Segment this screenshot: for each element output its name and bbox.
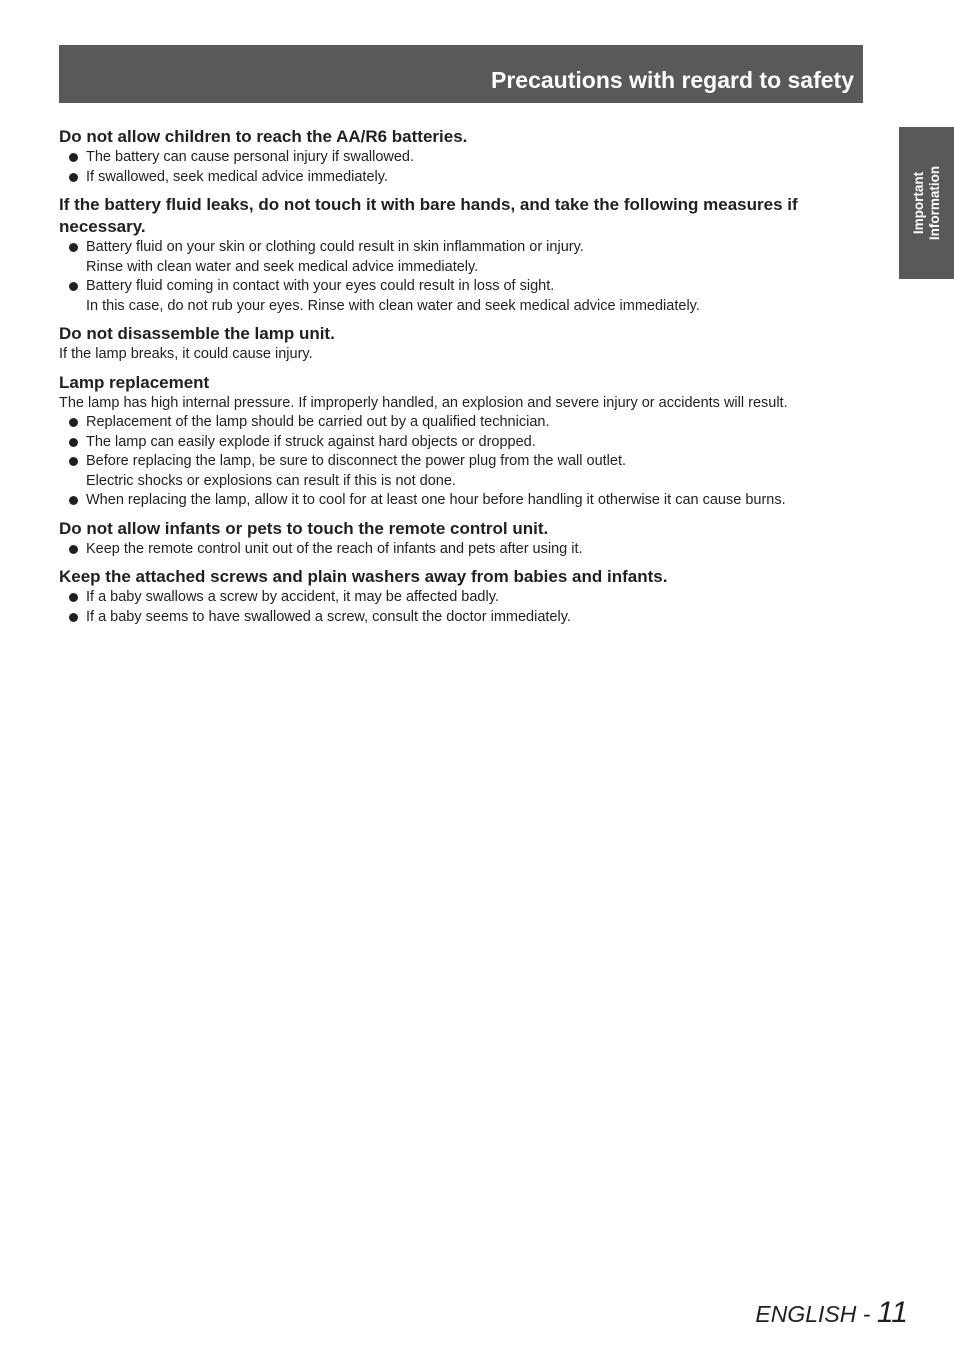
section	[59, 518, 865, 560]
bullet-text: The battery can cause personal injury if swallowed.	[86, 149, 415, 165]
section	[59, 194, 865, 316]
page-number: 11	[876, 1296, 908, 1329]
bullet-text: If a baby seems to have swallowed a screw, consult the doctor immediately.	[86, 608, 571, 625]
bullet-list	[59, 238, 865, 316]
section	[59, 126, 865, 187]
bullet-text: Electric shocks or explosions can result if this is not done.	[86, 472, 456, 489]
section-heading: Do not allow infants or pets to touch the remote control unit.	[59, 518, 549, 538]
bullet-text: Battery fluid coming in contact with your eyes could result in loss of sight.	[86, 278, 555, 294]
section-tab-important-information	[899, 127, 954, 279]
bullet-dot-icon	[69, 457, 78, 466]
bullet-item	[59, 608, 865, 628]
bullet-item	[59, 452, 865, 491]
section-text: If the lamp breaks, it could cause injury.	[59, 346, 313, 362]
bullet-dot-icon	[69, 593, 78, 602]
bullet-text: Before replacing the lamp, be sure to disconnect the power plug from the wall outlet.	[86, 453, 627, 469]
bullet-dot-icon	[69, 545, 78, 554]
bullet-text: Replacement of the lamp should be carried out by a qualified technician.	[86, 414, 550, 430]
bullet-text: Rinse with clean water and seek medical advice immediately.	[86, 258, 479, 275]
bullet-text: Keep the remote control unit out of the reach of infants and pets after using it.	[86, 540, 583, 557]
bullet-text: In this case, do not rub your eyes. Rinse with clean water and seek medical advice immediately.	[86, 297, 700, 314]
bullet-item	[59, 168, 865, 188]
bullet-dot-icon	[69, 173, 78, 182]
bullet-dot-icon	[69, 418, 78, 427]
document-body	[59, 126, 865, 634]
bullet-dot-icon	[69, 153, 78, 162]
section-heading: If the battery fluid leaks, do not touch it with bare hands, and take the following measures if necessary.	[59, 195, 798, 236]
bullet-text: The lamp can easily explode if struck against hard objects or dropped.	[86, 433, 536, 450]
bullet-text: If swallowed, seek medical advice immediately.	[86, 168, 388, 185]
section-heading: Lamp replacement	[59, 372, 210, 392]
section-tab-label-line2: Information	[926, 165, 942, 241]
section	[59, 566, 865, 627]
bullet-item	[59, 433, 865, 453]
bullet-item	[59, 238, 865, 277]
bullet-item	[59, 277, 865, 316]
bullet-item	[59, 491, 865, 511]
section-tab-label-line1: Important	[910, 171, 926, 235]
bullet-dot-icon	[69, 282, 78, 291]
section	[59, 323, 865, 365]
bullet-dot-icon	[69, 613, 78, 622]
section-tab-label	[911, 166, 943, 240]
page-footer	[755, 1296, 908, 1330]
bullet-item	[59, 413, 865, 433]
bullet-list	[59, 413, 865, 511]
bullet-text: Battery fluid on your skin or clothing could result in skin inflammation or injury.	[86, 239, 584, 255]
page-title: Precautions with regard to safety	[491, 67, 854, 93]
section-heading: Do not allow children to reach the AA/R6 batteries.	[59, 127, 468, 146]
section-heading: Do not disassemble the lamp unit.	[59, 324, 335, 343]
bullet-item	[59, 540, 865, 560]
bullet-item	[59, 148, 865, 168]
section	[59, 372, 865, 511]
footer-separator: -	[856, 1301, 877, 1327]
page-title-bar	[59, 45, 863, 103]
footer-language: ENGLISH	[755, 1301, 857, 1327]
bullet-text: If a baby swallows a screw by accident, it may be affected badly.	[86, 589, 499, 605]
section-text: The lamp has high internal pressure. If improperly handled, an explosion and severe injury or accidents will result.	[59, 394, 788, 411]
bullet-list	[59, 148, 865, 187]
bullet-item	[59, 588, 865, 608]
bullet-list	[59, 588, 865, 627]
bullet-dot-icon	[69, 438, 78, 447]
bullet-dot-icon	[69, 496, 78, 505]
bullet-dot-icon	[69, 243, 78, 252]
section-heading: Keep the attached screws and plain washers away from babies and infants.	[59, 567, 668, 586]
bullet-text: When replacing the lamp, allow it to cool for at least one hour before handling it otherwise it can cause burns.	[86, 492, 786, 508]
bullet-list	[59, 540, 865, 560]
